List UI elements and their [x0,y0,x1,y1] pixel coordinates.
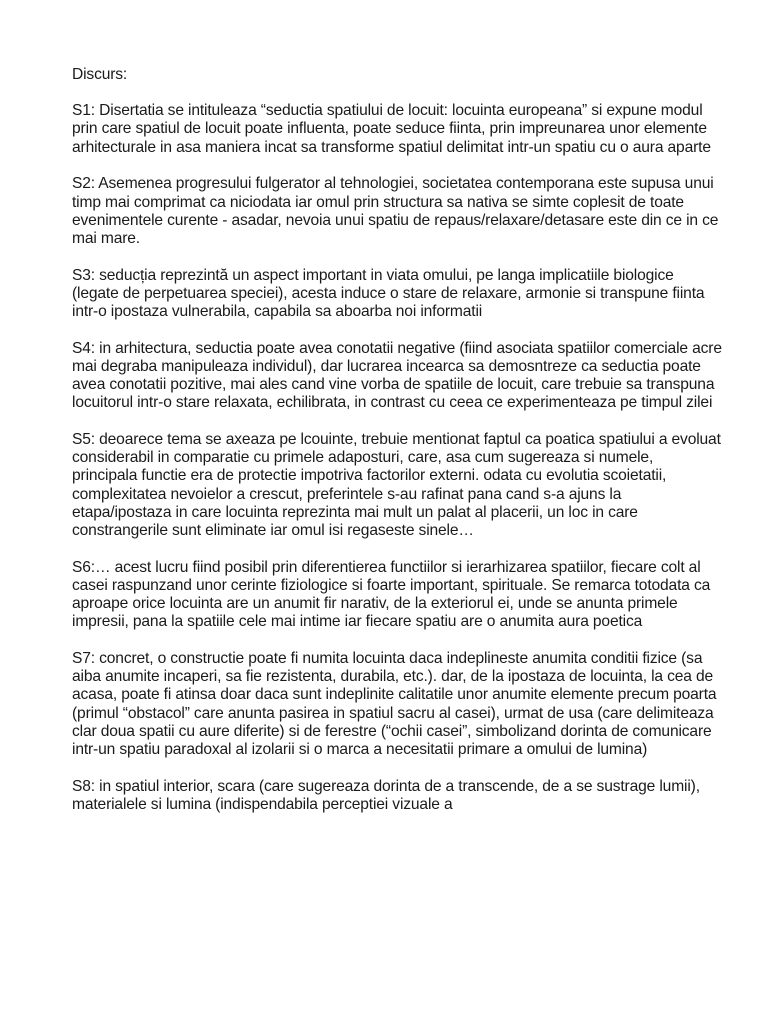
paragraph-s1: S1: Disertatia se intituleaza “seductia spatiului de locuit: locuinta europeana” si expune modul prin care spatiul de locuit poate influenta, poate seduce fiinta, prin impreunarea unor elemente arhitecturale in asa maniera incat sa transforme spatiul delimitat intr-un spatiu cu o aura aparte [72,102,711,156]
document-page [72,66,722,833]
paragraph-s4: S4: in arhitectura, seductia poate avea conotatii negative (fiind asociata spatiilor comerciale acre mai degraba manipuleaza individul), dar lucrarea incearca sa demosntreze ca seductia poate avea conotatii pozitive, mai ales cand vine vorba de spatiile de locuit, care trebuie sa transpuna locuitorul intr-o stare relaxata, echilibrata, in contrast cu ceea ce experimenteaza pe timpul zilei [72,339,722,412]
document-heading: Discurs: [72,66,128,83]
paragraph-s6: S6:… acest lucru fiind posibil prin diferentierea functiilor si ierarhizarea spatiilor, fiecare colt al casei raspunzand unor cerinte fiziologice si foarte important, spirituale. Se remarca totodata ca aproape orice locuinta are un anumit fir narativ, de la exteriorul ei, unde se anunta primele impresii, pana la spatiile cele mai intime iar fiecare spatiu are o anumita aura poetica [72,558,711,631]
paragraph-s7: S7: concret, o constructie poate fi numita locuinta daca indeplineste anumita conditii fizice (sa aiba anumite incaperi, sa fie rezistenta, durabila, etc.). dar, de la ipostaza de locuinta, la cea de acasa, poate fi atinsa doar daca sunt indeplinite calitatile unor anumite elemente precum poarta (primul “obstacol” care anunta pasirea in spatiul sacru al casei), urmat de usa (care delimiteaza clar doua spatii cu aure diferite) si de ferestre (“ochii casei”, simbolizand dorinta de comunicare intr-un spatiu paradoxal al izolarii si o marca a necesitatii primare a omului de lumina) [72,650,717,759]
paragraph-s8: S8: in spatiul interior, scara (care sugereaza dorinta de a transcende, de a se sustrage lumii), materialele si lumina (indispendabila perceptiei vizuale a [72,777,700,813]
paragraph-s3: S3: seducția reprezintă un aspect important in viata omului, pe langa implicatiile biologice (legate de perpetuarea speciei), acesta induce o stare de relaxare, armonie si transpune fiinta intr-o ipostaza vulnerabila, capabila sa aboarba noi informatii [72,266,705,321]
paragraph-s2: S2: Asemenea progresului fulgerator al tehnologiei, societatea contemporana este supusa unui timp mai comprimat ca niciodata iar omul prin structura sa nativa se simte coplesit de toate evenimentele curente - asadar, nevoia unui spatiu de repaus/relaxare/detasare este din ce in ce mai mare. [72,175,719,247]
paragraph-s5: S5: deoarece tema se axeaza pe lcouinte, trebuie mentionat faptul ca poatica spatiului a evoluat considerabil in comparatie cu primele adaposturi, care, asa cum sugereaza si numele, principala functie era de protectie impotriva factorilor externi. odata cu evolutia scoietatii, complexitatea nevoielor a crescut, preferintele s-au rafinat pana cand s-a ajuns la etapa/ipostaza in care locuinta reprezinta mai mult un palat al placerii, un loc in care constrangerile sunt eliminate iar omul isi regaseste sinele… [72,431,721,540]
